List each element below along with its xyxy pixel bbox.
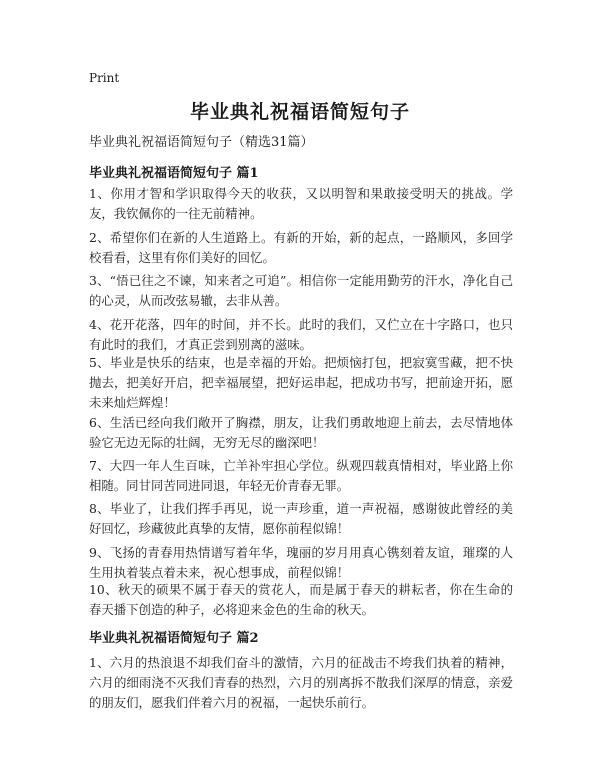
paragraph: 1、六月的热浪退不却我们奋斗的激情，六月的征战击不垮我们执着的精神，六月的细雨浇不灭我们青春的热烈，六月的别离拆不散我们深厚的情意，亲爱的朋友们，愿我们伴着六月的祝福，一起快乐前行。 [89,655,513,710]
paragraph: 7、大四一年人生百味，亡羊补牢担心学位。纵观四载真情相对，毕业路上你相随。同甘同苦同进同退，年轻无价青春无罪。 [89,458,513,493]
paragraph: 5、毕业是快乐的结束，也是幸福的开始。把烦恼打包，把寂寞雪藏，把不快抛去，把美好开启，把幸福展望，把好运串起，把成功书写，把前途开拓，愿未来灿烂辉煌！ [89,355,513,410]
paragraph: 1、你用才智和学识取得今天的收获，又以明智和果敢接受明天的挑战。学友，我钦佩你的一往无前精神。 [89,186,513,221]
page-title: 毕业典礼祝福语简短句子 [189,101,410,123]
page-subtitle: 毕业典礼祝福语简短句子（精选31篇） [89,135,314,150]
section-heading: 毕业典礼祝福语简短句子 篇1 [89,166,259,181]
paragraph: 3、“悟已往之不谏，知来者之可追”。相信你一定能用勤劳的汗水，净化自己的心灵，从而改弦易辙，去非从善。 [89,273,513,308]
paragraph: 10、秋天的硕果不属于春天的赏花人，而是属于春天的耕耘者，你在生命的春天播下创造的种子，必将迎来金色的生命的秋天。 [89,582,513,617]
paragraph: 2、希望你们在新的人生道路上。有新的开始，新的起点，一路顺风，多回学校看看，这里有你们美好的回忆。 [89,230,513,265]
print-link[interactable]: Print [89,71,120,85]
paragraph: 9、飞扬的青春用热情谱写着年华，瑰丽的岁月用真心镌刻着友谊，璀璨的人生用执着装点着未来，祝心想事成，前程似锦！ [89,545,513,580]
paragraph: 6、生活已经向我们敞开了胸襟，朋友，让我们勇敢地迎上前去，去尽情地体验它无边无际的壮阔，无穷无尽的幽深吧！ [89,415,513,450]
paragraph: 8、毕业了，让我们挥手再见，说一声珍重，道一声祝福，感谢彼此曾经的美好回忆，珍藏彼此真挚的友情，愿你前程似锦！ [89,501,513,536]
section-heading: 毕业典礼祝福语简短句子 篇2 [89,631,259,646]
paragraph: 4、花开花落，四年的时间，并不长。此时的我们，又伫立在十字路口，也只有此时的我们，才真正尝到别离的滋味。 [89,317,513,352]
